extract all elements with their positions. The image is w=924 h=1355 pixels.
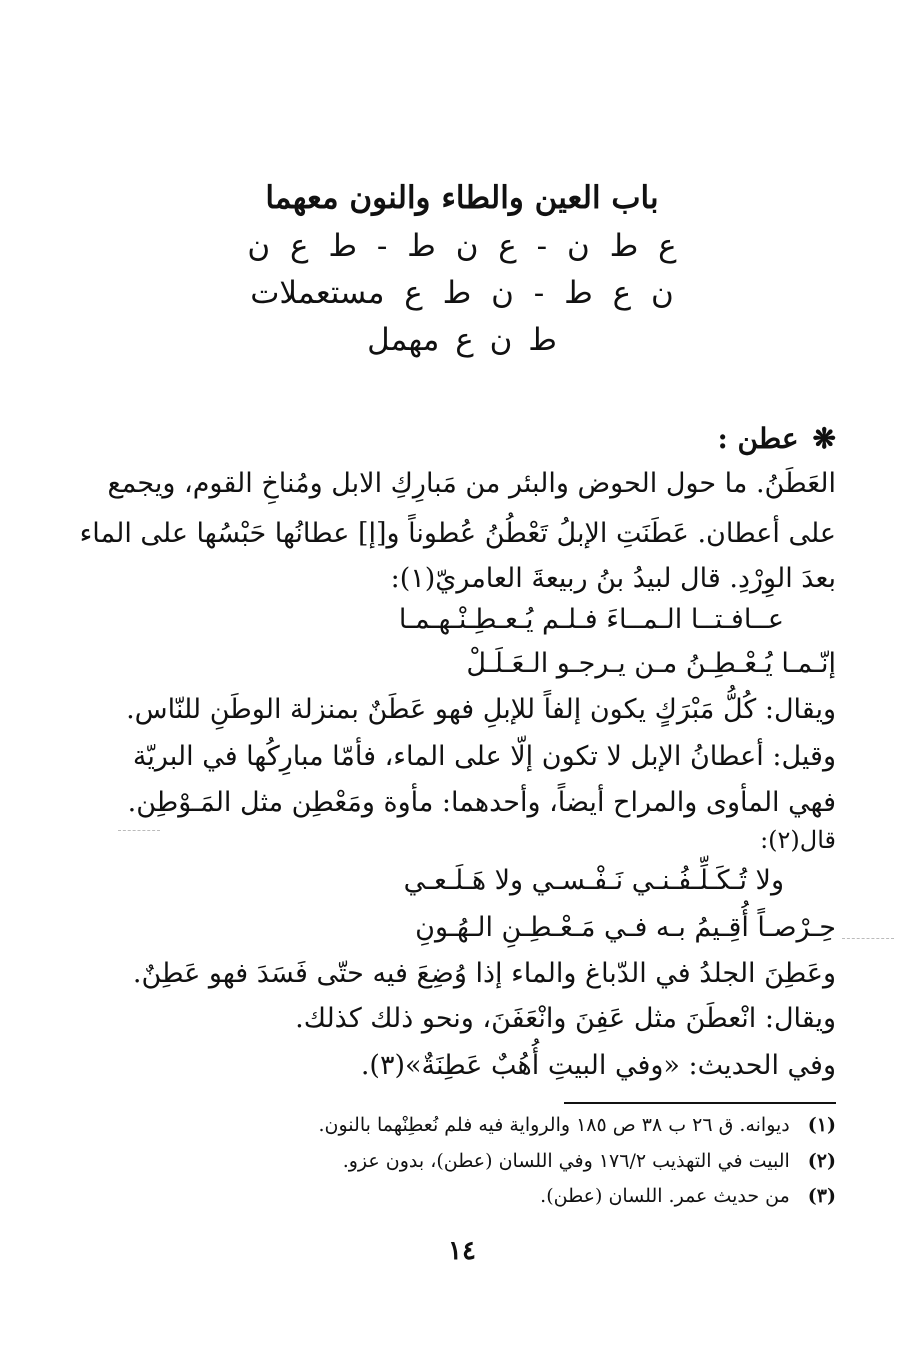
chapter-root-permutations-2: ن ع ط - ن ط ع مستعملات: [250, 275, 674, 311]
footnote-number: (١): [807, 1114, 836, 1136]
entry-line: العَطَنُ. ما حول الحوض والبئر من مَبارِكِ الابل ومُناخِ القوم، ويجمع: [107, 468, 836, 499]
scan-mark: [842, 938, 894, 939]
entry-line: بعدَ الوِرْدِ. قال لبيدُ بنُ ربيعةَ العامريّ(١):: [390, 563, 836, 594]
verse-line: ولا تُـكَـلِّـفُـنـي نَـفْـسـي ولا هَـلَـعـي: [403, 865, 784, 896]
entry-line: قال(٢):: [760, 826, 836, 854]
verse-line: حِـرْصـاً أُقِـيمُ بـه فـي مَـعْـطِـنِ الـهُـونِ: [415, 912, 836, 943]
entry-line: وقيل: أعطانُ الإبل لا تكون إلّا على الماء، فأمّا مبارِكُها في البريّة: [132, 741, 836, 772]
footnote-text: البيت في التهذيب ١٧٦/٢ وفي اللسان (عطن)، بدون عزو.: [342, 1150, 790, 1172]
entry-line: وعَطِنَ الجلدُ في الدّباغ والماء إذا وُضِعَ فيه حتّى فَسَدَ فهو عَطِنٌ.: [132, 958, 836, 989]
entry-line: وفي الحديث: «وفي البيتِ أُهُبٌ عَطِنَةٌ»(٣).: [360, 1050, 836, 1081]
entry-line: على أعطان. عَطَنَتِ الإبلُ تَعْطُنُ عُطوناً و[إ] عطانُها حَبْسُها على الماء: [79, 518, 836, 549]
entry-headword: عطن :: [717, 422, 799, 455]
star-icon: ❋: [812, 422, 836, 455]
entry-line: ويقال: كُلُّ مَبْرَكٍ يكون إلفاً للإبلِ فهو عَطَنٌ بمنزلة الوطَنِ للنّاس.: [126, 694, 836, 725]
scan-mark: [118, 830, 160, 831]
footnote-number: (٢): [807, 1150, 836, 1172]
footnote-text: ديوانه. ق ٢٦ ب ٣٨ ص ١٨٥ والرواية فيه فلم نُعطِنْهما بالنون.: [318, 1114, 790, 1136]
footnote-number: (٣): [807, 1185, 836, 1207]
chapter-root-permutations-1: ع ط ن - ع ن ط - ط ع ن: [247, 228, 677, 264]
page-number: ١٤: [448, 1236, 476, 1266]
verse-line: إنّـمـا يُـعْـطِـنُ مـن يـرجـو الـعَـلَـلْ: [466, 648, 836, 679]
entry-line: ويقال: انْعطَنَ مثل عَفِنَ وانْعَفَنَ، ونحو ذلك كذلك.: [295, 1003, 836, 1034]
chapter-root-permutations-3: ط ن ع مهمل: [367, 322, 557, 358]
footnote: [116, 1150, 836, 1172]
footnote-divider: [564, 1102, 836, 1104]
footnote: [116, 1185, 836, 1207]
entry-heading: [116, 422, 836, 455]
footnote: [116, 1114, 836, 1136]
footnote-text: من حديث عمر. اللسان (عطن).: [540, 1185, 790, 1207]
entry-line: فهي المأوى والمراح أيضاً، وأحدهما: مأوة ومَعْطِن مثل المَـوْطِن.: [127, 787, 836, 818]
chapter-title: باب العين والطاء والنون معهما: [265, 180, 659, 216]
verse-line: عــافـتــا الـمــاءَ فـلـم يُـعـطِـنْـهـمـا: [398, 604, 784, 635]
